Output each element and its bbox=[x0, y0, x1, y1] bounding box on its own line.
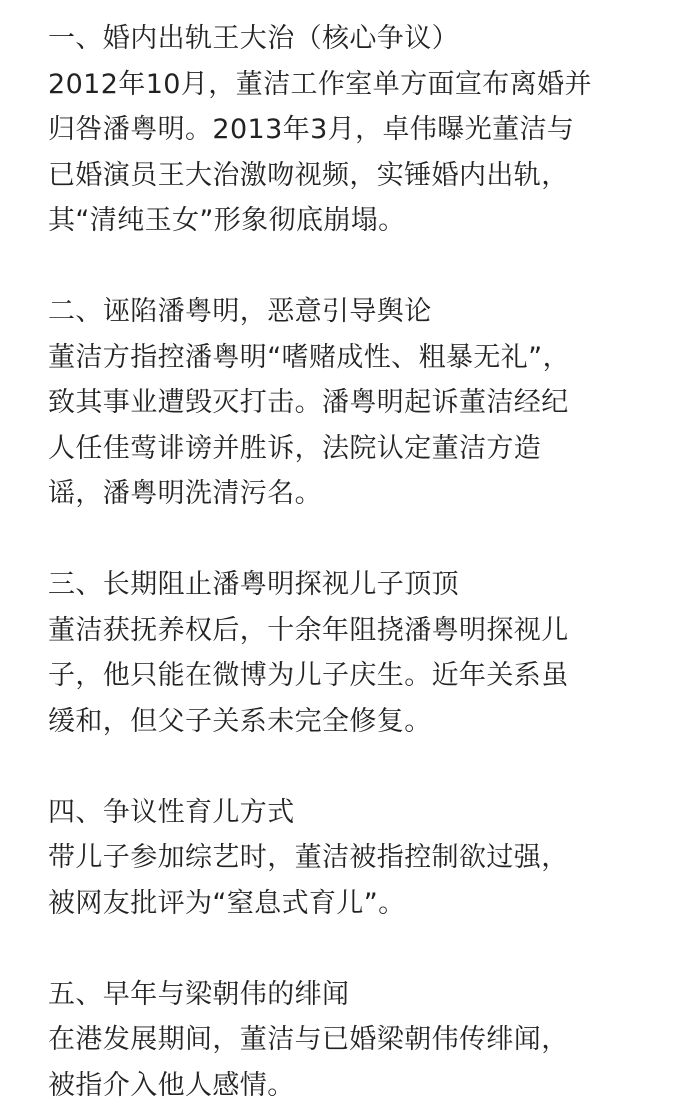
paragraph-line: 董洁获抚养权后，十余年阻挠潘粤明探视儿 bbox=[48, 614, 569, 646]
section-heading: 二、诬陷潘粤明，恶意引导舆论 bbox=[48, 296, 432, 327]
section-spacer bbox=[48, 244, 660, 290]
section-heading: 四、争议性育儿方式 bbox=[48, 796, 295, 828]
section-spacer bbox=[48, 517, 660, 563]
paragraph-line: 其“清纯玉女”形象彻底崩塌。 bbox=[48, 205, 406, 236]
paragraph-line: 子，他只能在微博为儿子庆生。近年关系虽 bbox=[48, 660, 569, 691]
paragraph-line: 在港发展期间，董洁与已婚梁朝伟传绯闻， bbox=[48, 1024, 569, 1055]
section-1 bbox=[48, 16, 660, 244]
section-5 bbox=[48, 972, 660, 1109]
paragraph-line: 董洁方指控潘粤明“嗜赌成性、粗暴无礼”， bbox=[48, 341, 570, 373]
section-heading: 五、早年与梁朝伟的绯闻 bbox=[48, 978, 350, 1010]
paragraph-line: 被指介入他人感情。 bbox=[48, 1069, 295, 1101]
paragraph-line: 2012年10月，董洁工作室单方面宣布离婚并 bbox=[48, 68, 592, 100]
section-spacer bbox=[48, 744, 660, 790]
paragraph-line: 谣，潘粤明洗清污名。 bbox=[48, 478, 322, 509]
paragraph-line: 归咎潘粤明。2013年3月，卓伟曝光董洁与 bbox=[48, 114, 575, 145]
paragraph-line: 已婚演员王大治激吻视频，实锤婚内出轨， bbox=[48, 159, 569, 191]
section-spacer bbox=[48, 926, 660, 972]
paragraph-line: 被网友批评为“窒息式育儿”。 bbox=[48, 887, 406, 919]
paragraph-line: 带儿子参加综艺时，董洁被指控制欲过强， bbox=[48, 842, 569, 873]
paragraph-line: 致其事业遭毁灭打击。潘粤明起诉董洁经纪 bbox=[48, 387, 569, 418]
section-3 bbox=[48, 562, 660, 744]
paragraph-line: 人任佳莺诽谤并胜诉，法院认定董洁方造 bbox=[48, 432, 542, 464]
paragraph-line: 缓和，但父子关系未完全修复。 bbox=[48, 705, 432, 737]
section-4 bbox=[48, 790, 660, 927]
section-2 bbox=[48, 289, 660, 517]
section-heading: 三、长期阻止潘粤明探视儿子顶顶 bbox=[48, 569, 459, 600]
section-heading: 一、婚内出轨王大治（核心争议） bbox=[48, 23, 459, 54]
